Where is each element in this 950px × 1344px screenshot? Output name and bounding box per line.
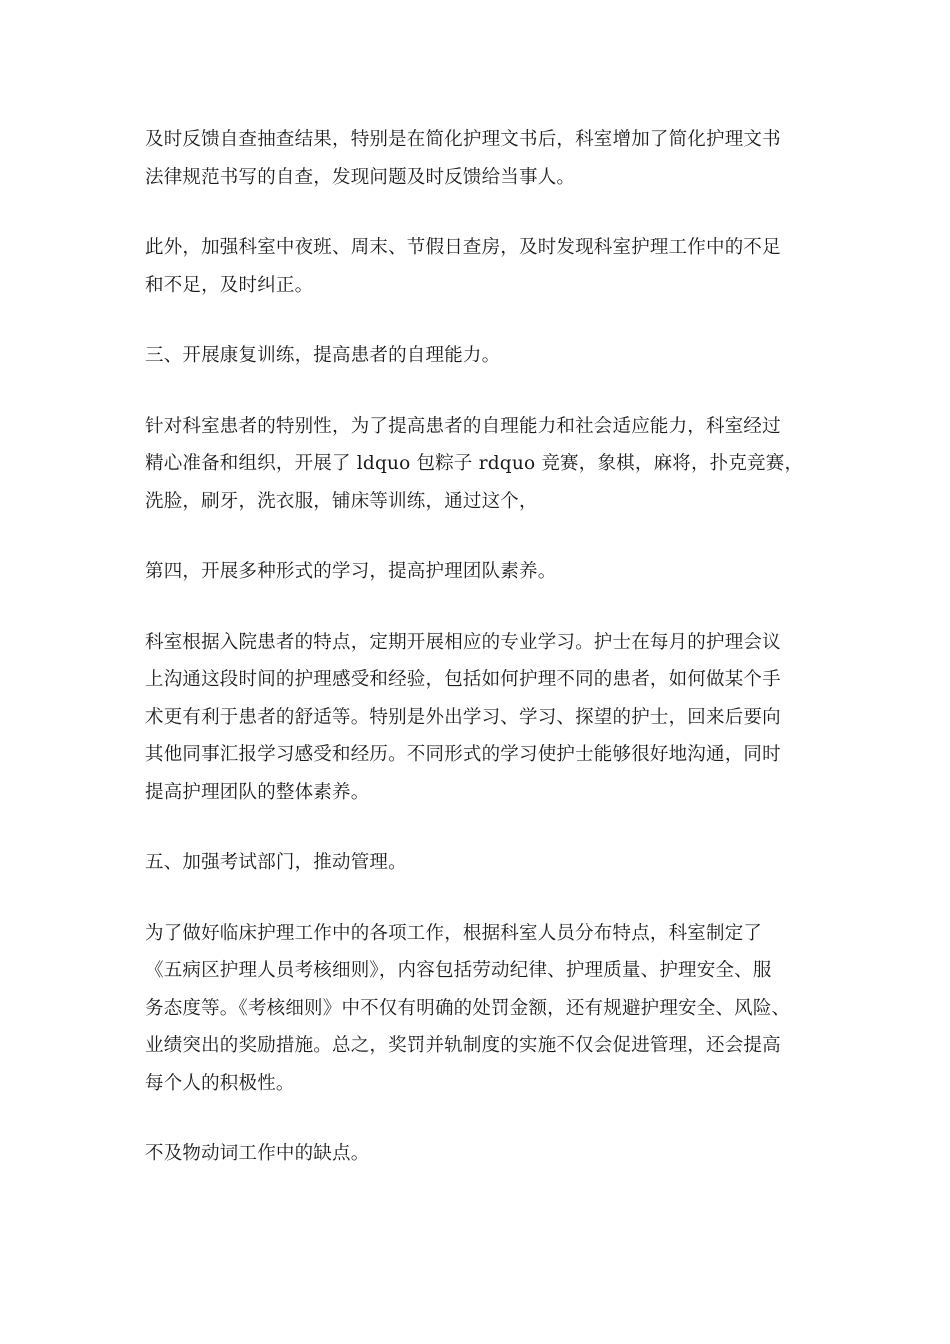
section-heading-shortcomings	[145, 1135, 810, 1173]
heading-line: 三、开展康复训练，提高患者的自理能力。	[145, 345, 501, 366]
text-line: 法律规范书写的自查，发现问题及时反馈给当事人。	[145, 166, 576, 188]
section-heading-rehab	[145, 337, 810, 375]
text-line: 术更有利于患者的舒适等。特别是外出学习、学习、探望的护士，回来后要向	[145, 706, 781, 728]
text-line: 业绩突出的奖励措施。总之，奖罚并轨制度的实施不仅会促进管理，还会提高	[145, 1035, 781, 1056]
paragraph-rehab	[145, 408, 810, 521]
text-line: 上沟通这段时间的护理感受和经验，包括如何护理不同的患者，如何做某个手	[145, 669, 781, 690]
paragraph-assessment	[145, 915, 810, 1103]
section-heading-learning	[145, 553, 810, 591]
text-line: 和不足，及时纠正。	[145, 274, 314, 296]
text-line: 针对科室患者的特别性，为了提高患者的自理能力和社会适应能力，科室经过	[145, 415, 781, 437]
document-body	[145, 121, 810, 1206]
text-line: 此外，加强科室中夜班、周末、节假日查房，及时发现科室护理工作中的不足	[145, 237, 781, 258]
text-line: 其他同事汇报学习感受和经历。不同形式的学习使护士能够很好地沟通，同时	[145, 744, 781, 765]
heading-line: 第四，开展多种形式的学习，提高护理团队素养。	[145, 561, 557, 582]
section-heading-assessment	[145, 844, 810, 882]
text-line: 及时反馈自查抽查结果，特别是在简化护理文书后，科室增加了简化护理文书	[145, 129, 781, 150]
text-line: 科室根据入院患者的特点，定期开展相应的专业学习。护士在每月的护理会议	[145, 631, 781, 653]
text-line: 《五病区护理人员考核细则》，内容包括劳动纪律、护理质量、护理安全、服	[145, 960, 772, 981]
heading-line: 五、加强考试部门，推动管理。	[145, 852, 407, 873]
text-line: 洗脸，刷牙，洗衣服，铺床等训练，通过这个，	[145, 490, 538, 512]
paragraph-night-shift	[145, 229, 810, 304]
text-line: 务态度等。《考核细则》中不仅有明确的处罚金额，还有规避护理安全、风险、	[145, 997, 791, 1019]
text-line: 提高护理团队的整体素养。	[145, 781, 370, 803]
heading-line: 不及物动词工作中的缺点。	[145, 1143, 370, 1164]
paragraph-learning	[145, 624, 810, 812]
text-line: 为了做好临床护理工作中的各项工作，根据科室人员分布特点，科室制定了	[145, 922, 763, 944]
paragraph-self-check	[145, 121, 810, 196]
text-line: 每个人的积极性。	[145, 1072, 295, 1094]
text-line: 精心准备和组织，开展了 ldquo 包粽子 rdquo 竞赛，象棋，麻将，扑克竞赛，	[145, 453, 804, 474]
